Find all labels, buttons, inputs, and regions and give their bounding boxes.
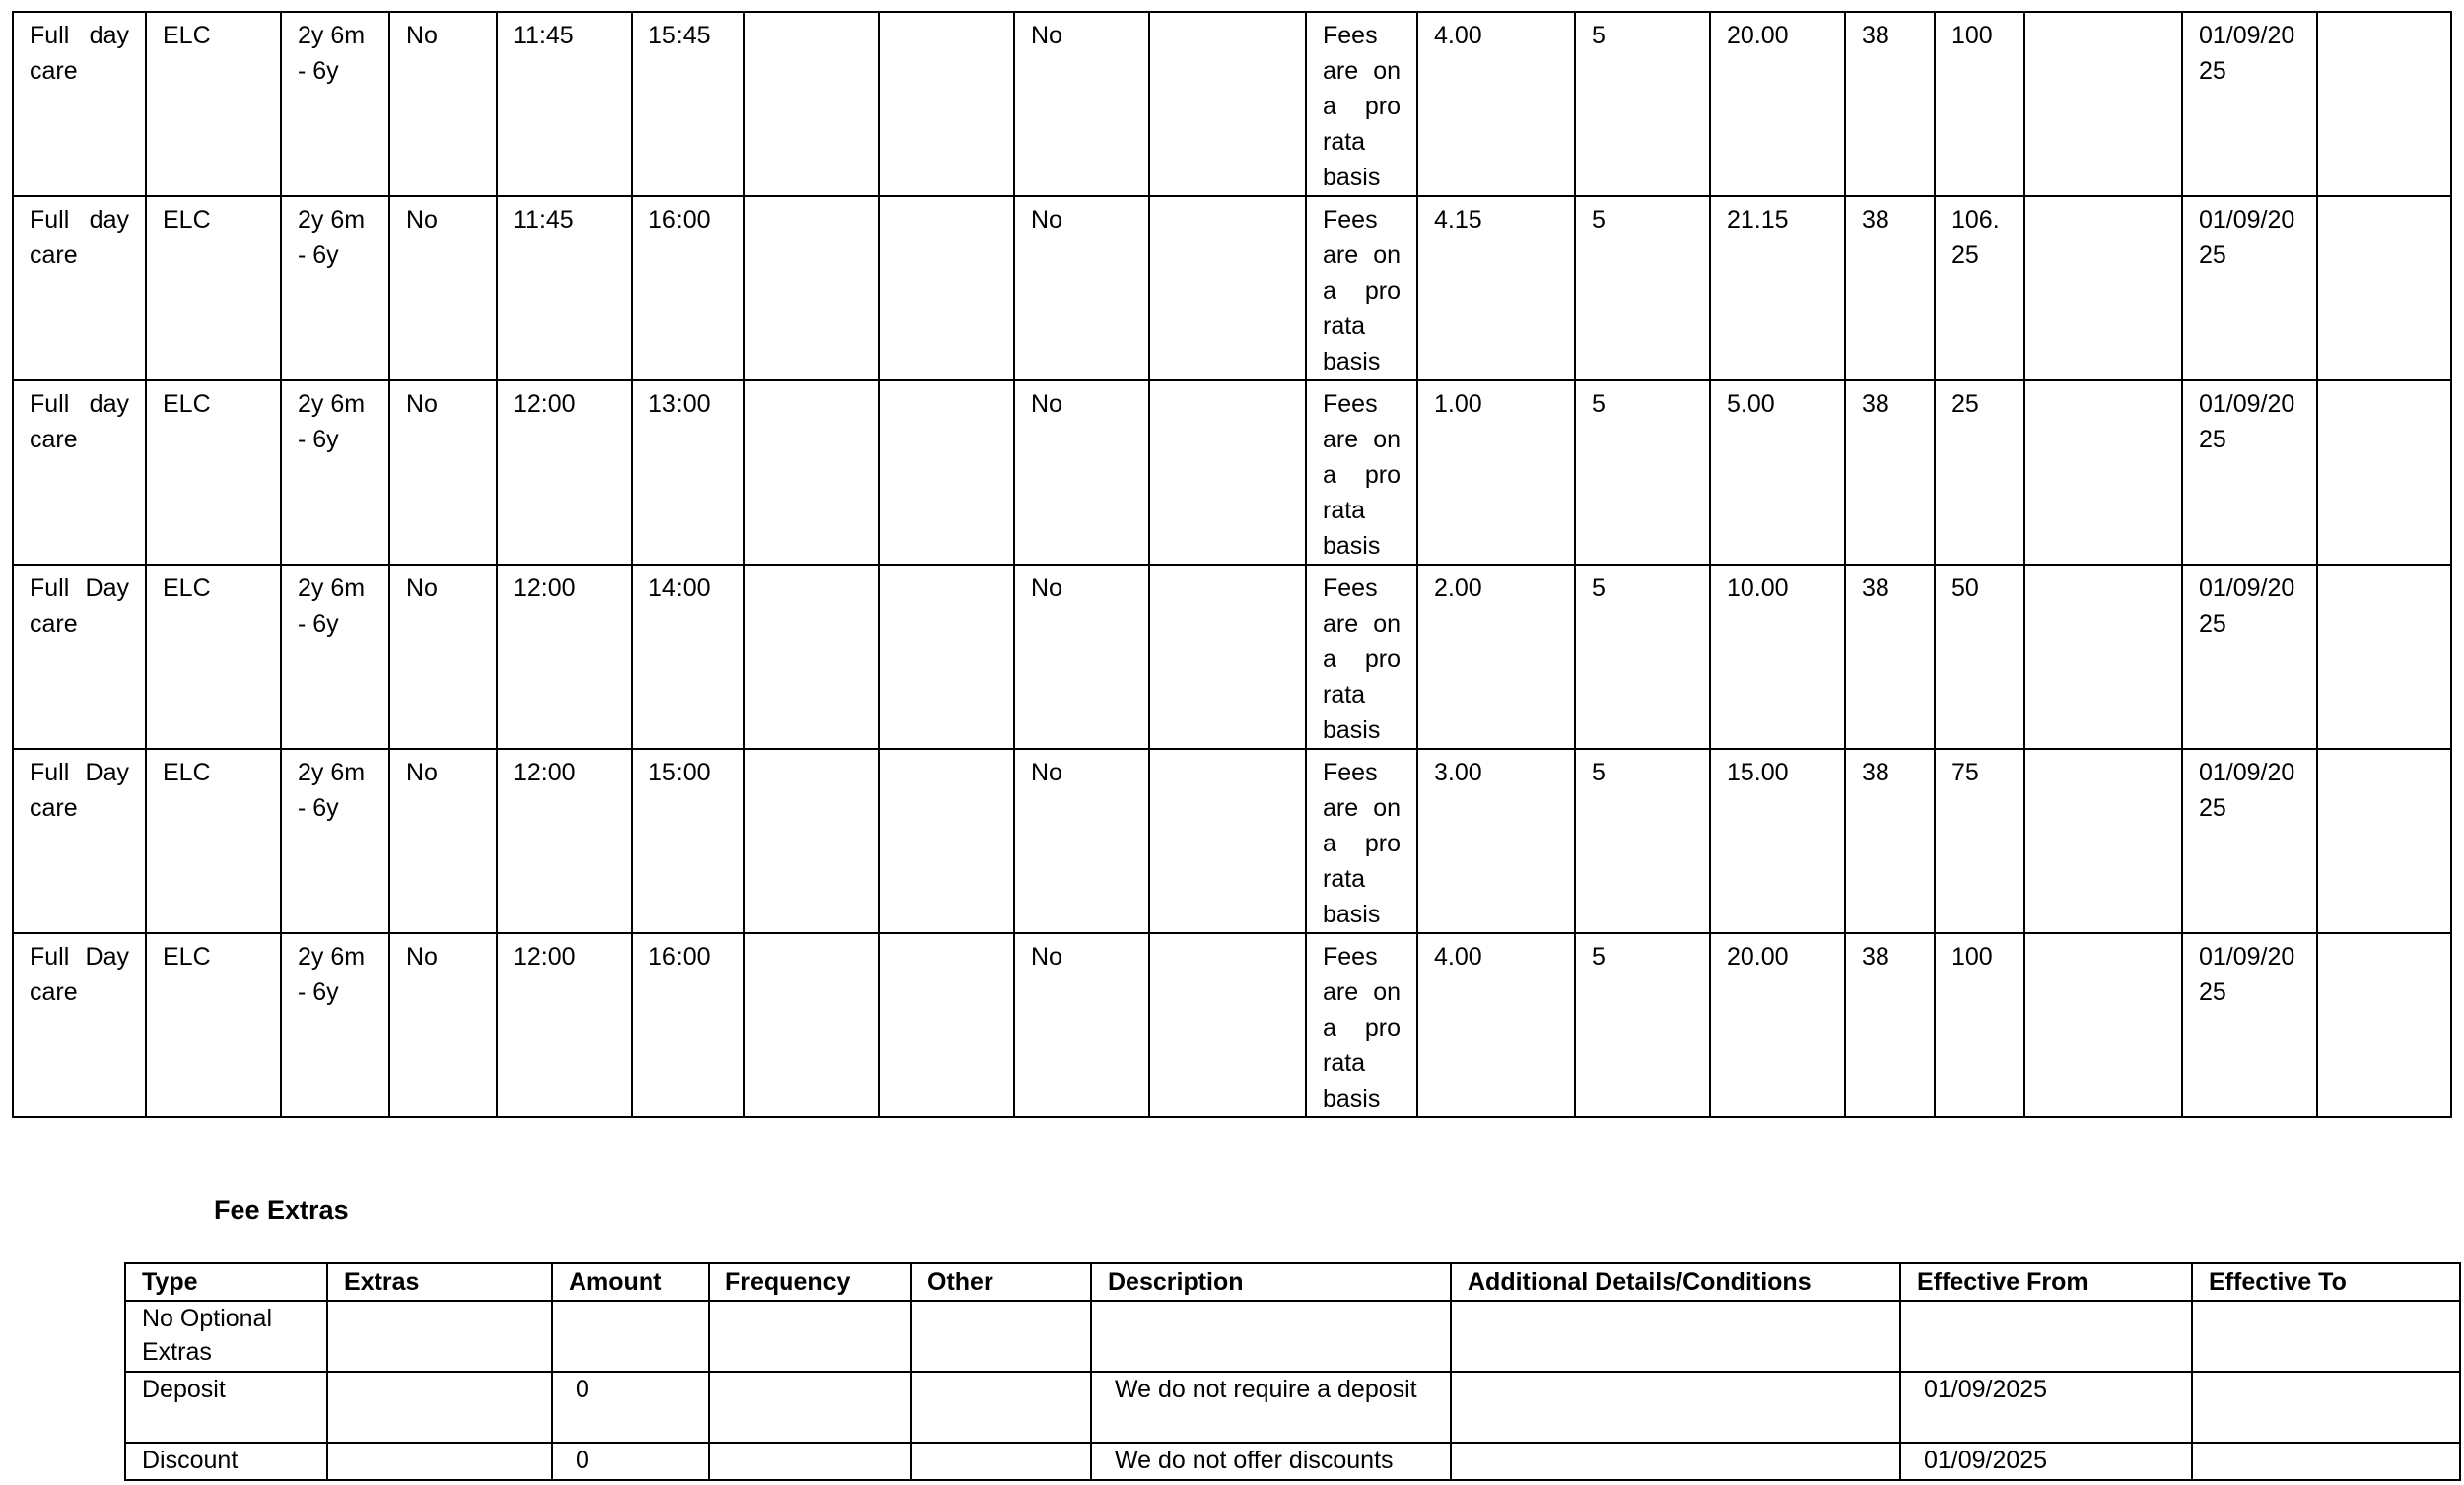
cell-col-4: No xyxy=(389,933,497,1117)
cell-days: 5 xyxy=(1575,933,1710,1117)
cell-category: ELC xyxy=(146,380,281,565)
column-header: Frequency xyxy=(709,1263,911,1301)
cell-daily-fee: 21.15 xyxy=(1710,196,1845,380)
cell-age-range: 2y 6m - 6y xyxy=(281,196,389,380)
column-header: Amount xyxy=(552,1263,709,1301)
cell-start-time: 12:00 xyxy=(497,380,632,565)
cell xyxy=(2192,1443,2460,1480)
cell-col-8 xyxy=(879,12,1014,196)
cell-effective-from: 01/09/2025 xyxy=(2182,565,2317,749)
cell: Deposit xyxy=(125,1372,327,1443)
cell: We do not require a deposit xyxy=(1091,1372,1451,1443)
cell-days: 5 xyxy=(1575,196,1710,380)
cell-days: 5 xyxy=(1575,565,1710,749)
cell-col-8 xyxy=(879,196,1014,380)
cell-start-time: 11:45 xyxy=(497,196,632,380)
cell xyxy=(1451,1443,1900,1480)
cell-hourly-rate: 4.00 xyxy=(1417,12,1575,196)
cell-fee-note: Fees are on a pro rata basis xyxy=(1306,749,1417,933)
cell-col-9: No xyxy=(1014,933,1149,1117)
table-row xyxy=(13,196,2451,380)
column-header: Additional Details/Conditions xyxy=(1451,1263,1900,1301)
cell-col-19 xyxy=(2317,933,2451,1117)
cell xyxy=(709,1443,911,1480)
fees-table-body xyxy=(13,12,2451,1117)
cell xyxy=(709,1301,911,1372)
cell-col-9: No xyxy=(1014,749,1149,933)
cell-end-time: 15:00 xyxy=(632,749,744,933)
cell-col-10 xyxy=(1149,12,1306,196)
cell-col-7 xyxy=(744,196,879,380)
cell-start-time: 12:00 xyxy=(497,565,632,749)
cell-fee-note: Fees are on a pro rata basis xyxy=(1306,196,1417,380)
cell-col-7 xyxy=(744,933,879,1117)
cell-start-time: 12:00 xyxy=(497,749,632,933)
cell xyxy=(552,1301,709,1372)
cell-hourly-rate: 2.00 xyxy=(1417,565,1575,749)
cell-daily-fee: 20.00 xyxy=(1710,933,1845,1117)
cell-col-17 xyxy=(2024,196,2182,380)
cell-age-range: 2y 6m - 6y xyxy=(281,933,389,1117)
cell-category: ELC xyxy=(146,933,281,1117)
cell-care-type: Full day care xyxy=(13,196,146,380)
cell-weekly-fee: 75 xyxy=(1935,749,2024,933)
cell xyxy=(1900,1301,2192,1372)
column-header: Extras xyxy=(327,1263,552,1301)
cell-weeks: 38 xyxy=(1845,565,1935,749)
table-row xyxy=(13,565,2451,749)
cell-hourly-rate: 3.00 xyxy=(1417,749,1575,933)
cell-effective-from: 01/09/2025 xyxy=(2182,933,2317,1117)
cell-col-9: No xyxy=(1014,12,1149,196)
cell-col-17 xyxy=(2024,565,2182,749)
cell-col-9: No xyxy=(1014,380,1149,565)
cell-start-time: 11:45 xyxy=(497,12,632,196)
cell-end-time: 16:00 xyxy=(632,933,744,1117)
table-row xyxy=(13,380,2451,565)
cell-care-type: Full day care xyxy=(13,12,146,196)
cell-end-time: 16:00 xyxy=(632,196,744,380)
cell: No Optional Extras xyxy=(125,1301,327,1372)
cell-days: 5 xyxy=(1575,12,1710,196)
cell xyxy=(911,1443,1091,1480)
cell-care-type: Full day care xyxy=(13,380,146,565)
cell xyxy=(327,1301,552,1372)
cell-col-4: No xyxy=(389,565,497,749)
cell-col-8 xyxy=(879,749,1014,933)
cell-end-time: 13:00 xyxy=(632,380,744,565)
cell-weekly-fee: 50 xyxy=(1935,565,2024,749)
cell-weeks: 38 xyxy=(1845,196,1935,380)
fee-extras-table xyxy=(124,1262,2461,1481)
cell-col-7 xyxy=(744,12,879,196)
cell-daily-fee: 20.00 xyxy=(1710,12,1845,196)
cell-col-4: No xyxy=(389,749,497,933)
cell-col-9: No xyxy=(1014,565,1149,749)
cell-age-range: 2y 6m - 6y xyxy=(281,565,389,749)
cell-col-17 xyxy=(2024,749,2182,933)
column-header: Effective From xyxy=(1900,1263,2192,1301)
cell-col-10 xyxy=(1149,749,1306,933)
cell-days: 5 xyxy=(1575,380,1710,565)
cell-col-19 xyxy=(2317,380,2451,565)
cell-weeks: 38 xyxy=(1845,933,1935,1117)
cell-weeks: 38 xyxy=(1845,12,1935,196)
cell-effective-from: 01/09/2025 xyxy=(2182,749,2317,933)
cell: 01/09/2025 xyxy=(1900,1443,2192,1480)
cell-days: 5 xyxy=(1575,749,1710,933)
cell-weeks: 38 xyxy=(1845,380,1935,565)
cell-col-8 xyxy=(879,565,1014,749)
cell xyxy=(327,1372,552,1443)
column-header: Type xyxy=(125,1263,327,1301)
cell: 01/09/2025 xyxy=(1900,1372,2192,1443)
cell-effective-from: 01/09/2025 xyxy=(2182,12,2317,196)
cell-end-time: 15:45 xyxy=(632,12,744,196)
cell-weekly-fee: 25 xyxy=(1935,380,2024,565)
cell-col-9: No xyxy=(1014,196,1149,380)
cell-col-19 xyxy=(2317,565,2451,749)
cell: 0 xyxy=(552,1372,709,1443)
cell-col-7 xyxy=(744,749,879,933)
cell-col-7 xyxy=(744,380,879,565)
fee-extras-table-body xyxy=(125,1301,2460,1480)
cell-col-10 xyxy=(1149,380,1306,565)
cell-weekly-fee: 100 xyxy=(1935,933,2024,1117)
cell-start-time: 12:00 xyxy=(497,933,632,1117)
column-header: Description xyxy=(1091,1263,1451,1301)
cell-hourly-rate: 4.15 xyxy=(1417,196,1575,380)
column-header: Effective To xyxy=(2192,1263,2460,1301)
table-row xyxy=(125,1443,2460,1480)
cell-col-19 xyxy=(2317,196,2451,380)
cell xyxy=(2192,1301,2460,1372)
cell-col-17 xyxy=(2024,12,2182,196)
cell-care-type: Full Day care xyxy=(13,933,146,1117)
cell xyxy=(1451,1372,1900,1443)
cell xyxy=(709,1372,911,1443)
cell-category: ELC xyxy=(146,196,281,380)
cell: 0 xyxy=(552,1443,709,1480)
cell-hourly-rate: 1.00 xyxy=(1417,380,1575,565)
cell-col-17 xyxy=(2024,380,2182,565)
cell-hourly-rate: 4.00 xyxy=(1417,933,1575,1117)
cell xyxy=(911,1372,1091,1443)
cell-age-range: 2y 6m - 6y xyxy=(281,380,389,565)
table-row xyxy=(13,749,2451,933)
fees-table xyxy=(12,11,2452,1118)
cell-col-10 xyxy=(1149,196,1306,380)
cell-care-type: Full Day care xyxy=(13,749,146,933)
cell-fee-note: Fees are on a pro rata basis xyxy=(1306,12,1417,196)
cell-fee-note: Fees are on a pro rata basis xyxy=(1306,565,1417,749)
cell xyxy=(1451,1301,1900,1372)
cell-effective-from: 01/09/2025 xyxy=(2182,196,2317,380)
cell-daily-fee: 15.00 xyxy=(1710,749,1845,933)
cell-daily-fee: 10.00 xyxy=(1710,565,1845,749)
cell xyxy=(1091,1301,1451,1372)
cell-weekly-fee: 106.25 xyxy=(1935,196,2024,380)
cell-end-time: 14:00 xyxy=(632,565,744,749)
cell-category: ELC xyxy=(146,12,281,196)
cell xyxy=(911,1301,1091,1372)
cell-col-10 xyxy=(1149,565,1306,749)
cell-col-19 xyxy=(2317,12,2451,196)
cell-col-10 xyxy=(1149,933,1306,1117)
column-header: Other xyxy=(911,1263,1091,1301)
cell-care-type: Full Day care xyxy=(13,565,146,749)
cell-age-range: 2y 6m - 6y xyxy=(281,12,389,196)
table-row xyxy=(125,1372,2460,1443)
cell-effective-from: 01/09/2025 xyxy=(2182,380,2317,565)
cell-category: ELC xyxy=(146,749,281,933)
cell-col-4: No xyxy=(389,380,497,565)
cell-col-8 xyxy=(879,933,1014,1117)
cell: We do not offer discounts xyxy=(1091,1443,1451,1480)
cell-col-4: No xyxy=(389,196,497,380)
table-row xyxy=(13,933,2451,1117)
cell: Discount xyxy=(125,1443,327,1480)
cell-fee-note: Fees are on a pro rata basis xyxy=(1306,933,1417,1117)
cell-category: ELC xyxy=(146,565,281,749)
cell-col-19 xyxy=(2317,749,2451,933)
fee-extras-title: Fee Extras xyxy=(214,1195,349,1225)
table-row xyxy=(13,12,2451,196)
table-row xyxy=(125,1301,2460,1372)
cell-col-4: No xyxy=(389,12,497,196)
cell-col-7 xyxy=(744,565,879,749)
fee-extras-header-row xyxy=(125,1263,2460,1301)
cell-col-8 xyxy=(879,380,1014,565)
cell-age-range: 2y 6m - 6y xyxy=(281,749,389,933)
cell-weeks: 38 xyxy=(1845,749,1935,933)
cell xyxy=(2192,1372,2460,1443)
cell-fee-note: Fees are on a pro rata basis xyxy=(1306,380,1417,565)
cell-daily-fee: 5.00 xyxy=(1710,380,1845,565)
cell-col-17 xyxy=(2024,933,2182,1117)
cell xyxy=(327,1443,552,1480)
cell-weekly-fee: 100 xyxy=(1935,12,2024,196)
